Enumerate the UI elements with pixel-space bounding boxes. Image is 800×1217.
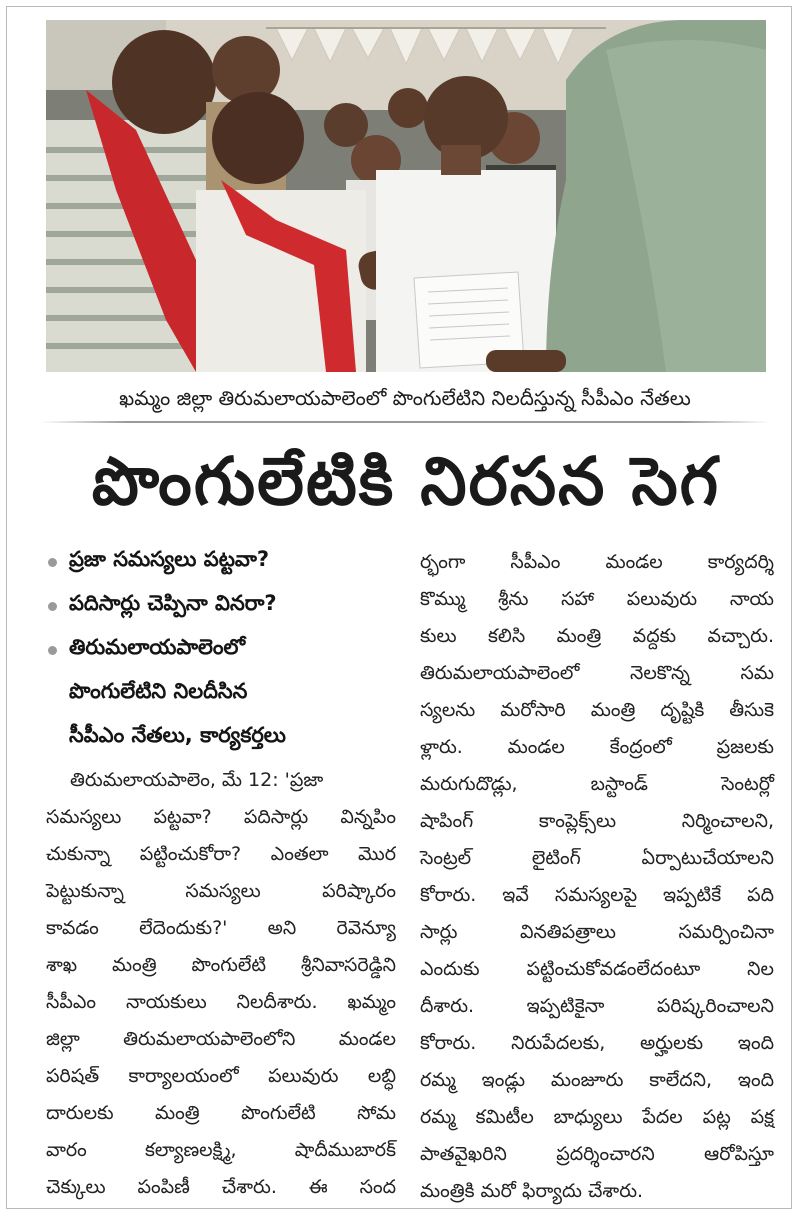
body-line: పెట్టుకున్నా సమస్యలు పరిష్కారం	[46, 880, 396, 902]
body-line: కులు కలిసి మంత్రి వద్దకు వచ్చారు.	[420, 625, 774, 647]
body-line: ళ్లారు. మండల కేంద్రంలో ప్రజలకు	[420, 736, 774, 758]
body-line: పాతవైఖరిని ప్రదర్శించారని ఆరోపిస్తూ	[420, 1143, 774, 1165]
body-line: షాపింగ్ కాంప్లెక్స్‌లు నిర్మించాలని,	[420, 810, 774, 832]
body-line: శాఖ మంత్రి పొంగులేటి శ్రీనివాసరెడ్డిని	[46, 954, 396, 976]
body-line: కోరారు. ఇవే సమస్యలపై ఇప్పటికే పది	[420, 884, 774, 906]
body-line: మంత్రికి మరో ఫిర్యాదు చేశారు.	[420, 1180, 644, 1202]
divider-rule	[40, 421, 770, 423]
body-line: స్యలను మరోసారి మంత్రి దృష్టికి తీసుకె	[420, 699, 774, 721]
body-line: ర్భంగా సీపీఎం మండల కార్యదర్శి	[420, 551, 774, 573]
body-line: జిల్లా తిరుమలాయపాలెంలోని మండల	[46, 1028, 396, 1050]
body-line: సార్లు వినతిపత్రాలు సమర్పించినా	[420, 921, 774, 943]
photo-caption: ఖమ్మం జిల్లా తిరుమలాయపాలెంలో పొంగులేటిని నిలదీస్తున్న సీపీఎం నేతలు	[119, 386, 691, 410]
body-line: తిరుమలాయపాలెంలో నెలకొన్న సమ	[420, 662, 774, 684]
bullet-point	[46, 628, 396, 672]
body-line: చుకున్నా పట్టించుకోరా? ఎంతలా మొర	[46, 843, 396, 865]
bullet-point-continued	[46, 716, 396, 760]
bullet-text: పదిసార్లు చెప్పినా వినరా?	[69, 591, 277, 615]
bullet-text: తిరుమలాయపాలెంలో	[69, 635, 246, 659]
body-line: కొమ్ము శ్రీను సహా పలువురు నాయ	[420, 588, 774, 610]
body-line: కావడం లేదెందుకు?' అని రెవెన్యూ	[46, 917, 396, 939]
bullet-text: పొంగులేటిని నిలదీసిన	[69, 679, 248, 703]
body-line: వారం కల్యాణలక్ష్మి, షాదీముబారక్	[46, 1139, 396, 1161]
body-line: సమస్యలు పట్టవా? పదిసార్లు విన్నపిం	[46, 806, 396, 828]
left-column	[46, 540, 396, 1206]
bullet-dot-icon	[48, 602, 57, 611]
bullet-dot-icon	[48, 646, 57, 655]
body-line: మరుగుదొడ్లు, బస్టాండ్ సెంటర్లో	[420, 773, 774, 795]
bullet-text: సీపీఎం నేతలు, కార్యకర్తలు	[69, 723, 286, 747]
bullet-text: ప్రజా సమస్యలు పట్టవా?	[69, 547, 270, 571]
body-line: తిరుమలాయపాలెం, మే 12: 'ప్రజా	[70, 769, 324, 791]
body-line: ఎందుకు పట్టించుకోవడంలేదంటూ నిల	[420, 958, 774, 980]
body-line: దారులకు మంత్రి పొంగులేటి సోమ	[46, 1102, 396, 1124]
body-line: సెంట్రల్ లైటింగ్ ఏర్పాటుచేయాలని	[420, 847, 774, 869]
body-line: రమ్మ కమిటీల బాధ్యులు పేదల పట్ల పక్ష	[420, 1106, 774, 1128]
bullet-point	[46, 584, 396, 628]
body-line: చెక్కులు పంపిణీ చేశారు. ఈ సంద	[46, 1176, 396, 1198]
bullet-dot-icon	[48, 558, 57, 567]
news-photo	[46, 20, 766, 372]
body-line: దీశారు. ఇప్పటికైనా పరిష్కరించాలని	[420, 995, 774, 1017]
body-line: సీపీఎం నాయకులు నిలదీశారు. ఖమ్మం	[46, 991, 396, 1013]
right-column	[420, 544, 774, 1210]
bullet-point	[46, 540, 396, 584]
body-line: రమ్మ ఇండ్లు మంజూరు కాలేదని, ఇంది	[420, 1069, 774, 1091]
body-line: పరిషత్ కార్యాలయంలో పలువురు లబ్ధి	[46, 1065, 396, 1087]
body-line: కోరారు. నిరుపేదలకు, అర్హులకు ఇంది	[420, 1032, 774, 1054]
headline: పొంగులేటికి నిరసన సెగ	[91, 443, 721, 520]
bullet-point-continued	[46, 672, 396, 716]
